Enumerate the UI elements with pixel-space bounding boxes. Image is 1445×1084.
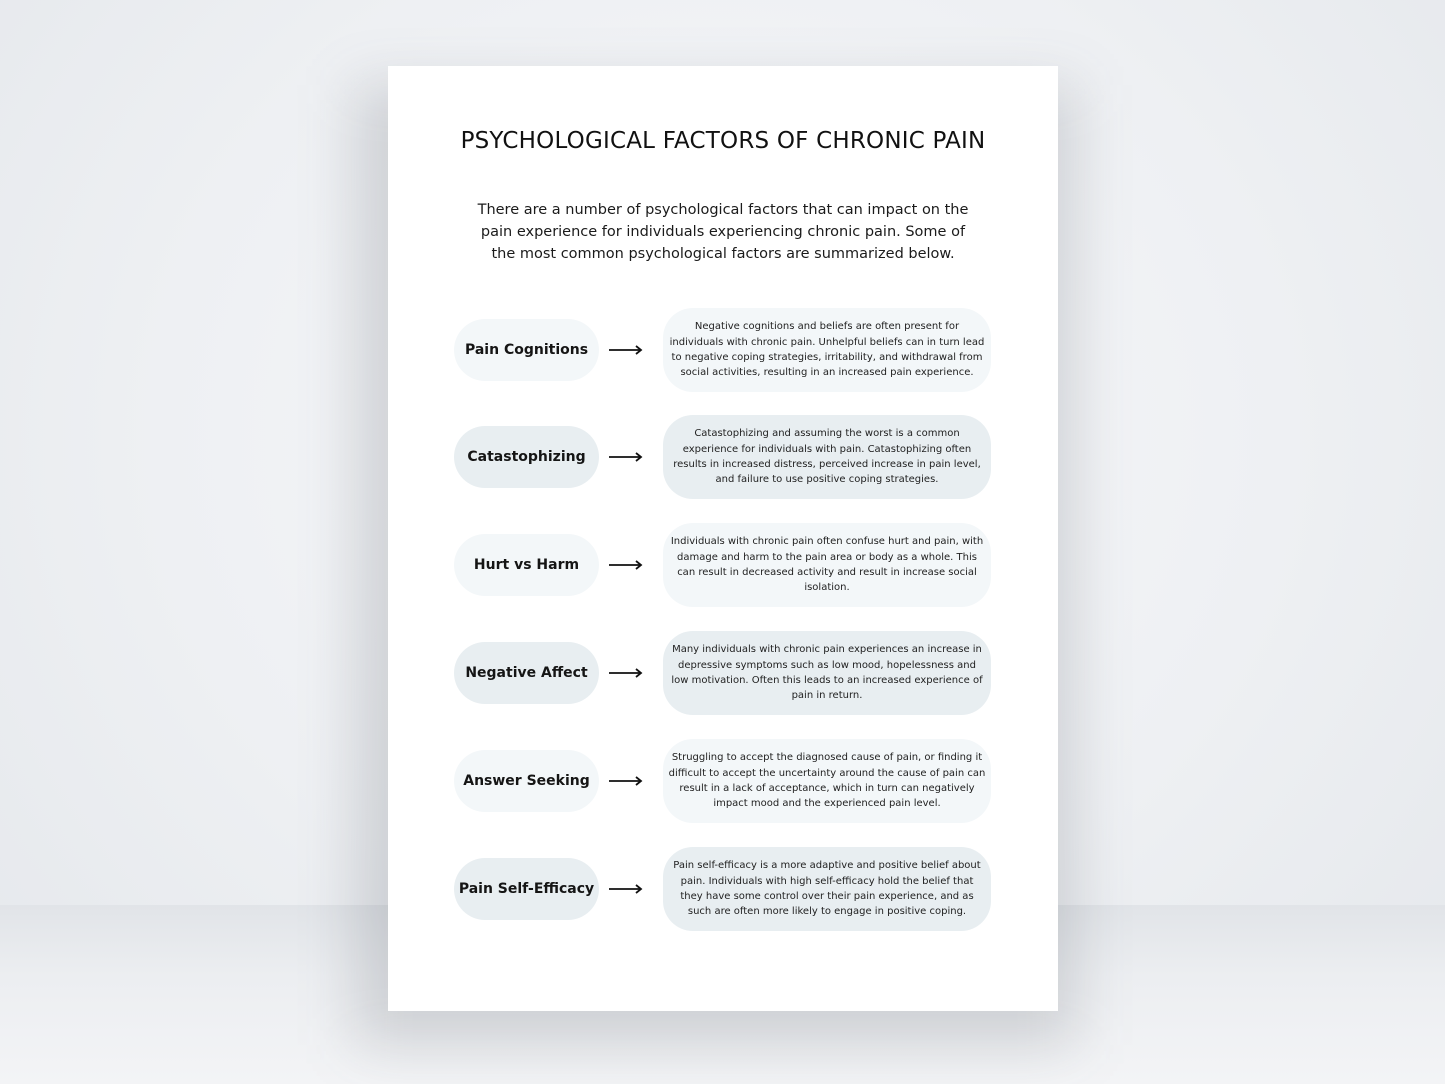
factor-row-pain-self-efficacy: [454, 847, 992, 933]
arrow-right-icon: [606, 769, 646, 793]
arrow-right-icon: [606, 445, 646, 469]
factor-description: Negative cognitions and beliefs are often present for individuals with chronic pain. Unhelpful beliefs can in turn lead to negative coping strategies, irritability, and withdrawal from social activities, resulting in an increased pain experience.: [663, 308, 991, 392]
factor-description: Many individuals with chronic pain experiences an increase in depressive symptoms such as low mood, hopelessness and low motivation. Often this leads to an increased experience of pain in return.: [663, 631, 991, 715]
factor-row-hurt-vs-harm: [454, 523, 992, 609]
intro-paragraph: There are a number of psychological factors that can impact on the pain experience for individuals experiencing chronic pain. Some of the most common psychological factors are summarized below.: [477, 202, 969, 262]
factor-label: Answer Seeking: [454, 750, 599, 812]
factor-description: Pain self-efficacy is a more adaptive and positive belief about pain. Individuals with high self-efficacy hold the belief that they have some control over their pain experience, and as such are often more likely to engage in positive coping.: [663, 847, 991, 931]
arrow-right-icon: [606, 553, 646, 577]
arrow-right-icon: [606, 877, 646, 901]
factor-row-catastophizing: [454, 415, 992, 501]
page-title: PSYCHOLOGICAL FACTORS OF CHRONIC PAIN: [460, 128, 986, 154]
factor-label: Negative Affect: [454, 642, 599, 704]
factor-label: Catastophizing: [454, 426, 599, 488]
factor-description: Struggling to accept the diagnosed cause of pain, or finding it difficult to accept the uncertainty around the cause of pain can result in a lack of acceptance, which in turn can negatively impact mood and the experienced pain level.: [663, 739, 991, 823]
factor-label: Pain Self-Efficacy: [454, 858, 599, 920]
factor-label: Pain Cognitions: [454, 319, 599, 381]
factor-label: Hurt vs Harm: [454, 534, 599, 596]
document-page: [388, 66, 1058, 1011]
factor-description: Catastophizing and assuming the worst is a common experience for individuals with pain. Catastophizing often results in increased distress, perceived increase in pain level, and failure to use positive coping strategies.: [663, 415, 991, 499]
factor-row-negative-affect: [454, 631, 992, 717]
factor-row-pain-cognitions: [454, 308, 992, 394]
arrow-right-icon: [606, 661, 646, 685]
arrow-right-icon: [606, 338, 646, 362]
factor-description: Individuals with chronic pain often confuse hurt and pain, with damage and harm to the pain area or body as a whole. This can result in decreased activity and result in increase social isolation.: [663, 523, 991, 607]
factor-row-answer-seeking: [454, 739, 992, 825]
